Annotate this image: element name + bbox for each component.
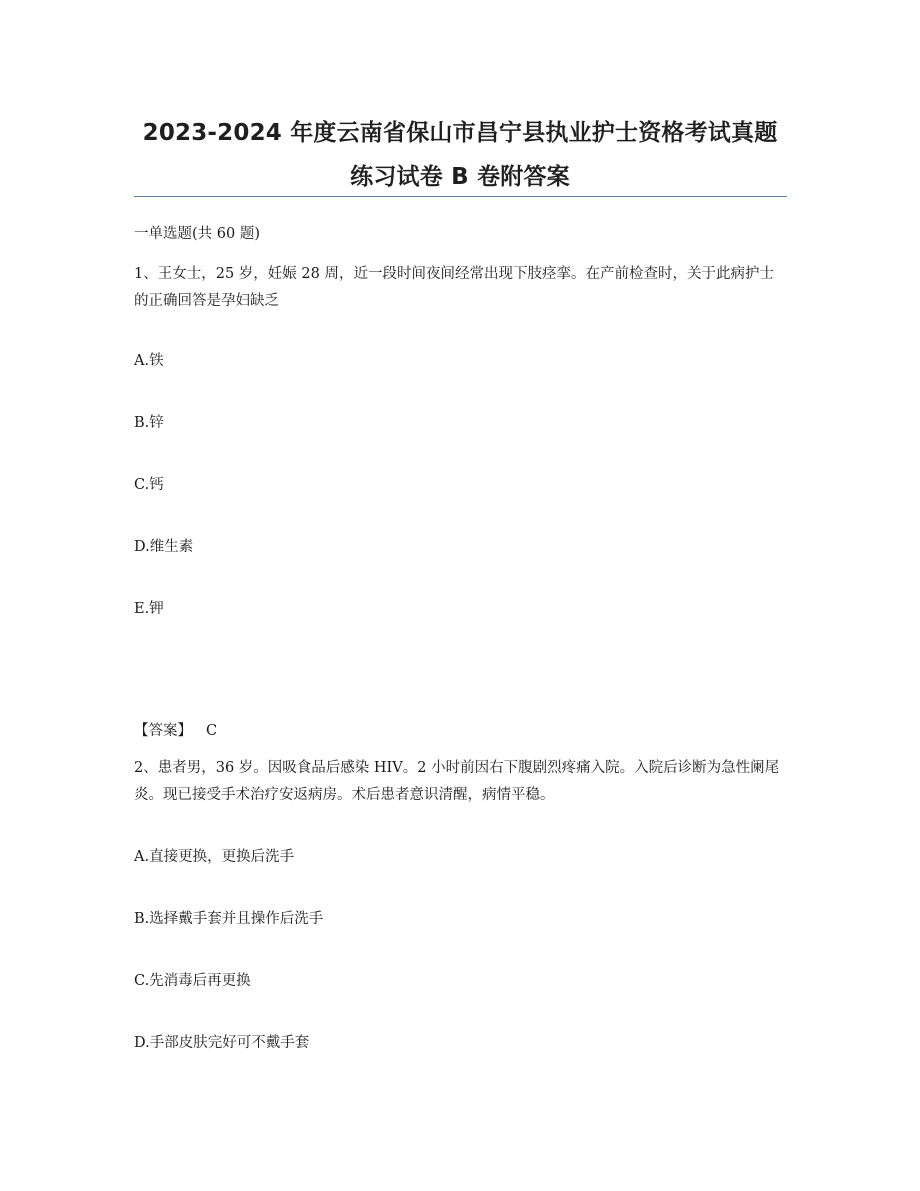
- question-1-option-b: B.锌: [134, 415, 164, 431]
- question-2-option-a: A.直接更换，更换后洗手: [134, 849, 295, 865]
- section-heading: 一单选题(共 60 题): [134, 226, 260, 242]
- question-1-stem: 1、王女士，25 岁，妊娠 28 周，近一段时间夜间经常出现下肢痉挛。在产前检查时，关于此病护士的正确回答是孕妇缺乏: [134, 266, 774, 309]
- document-title-line-2: 练习试卷 B 卷附答案: [350, 164, 570, 190]
- question-2-option-c: C.先消毒后再更换: [134, 973, 251, 989]
- question-1-option-e: E.钾: [134, 601, 164, 617]
- answer-value: C: [206, 723, 218, 739]
- question-1-answer: [134, 719, 217, 740]
- question-1-option-a: A.铁: [134, 353, 164, 369]
- question-2-option-d: D.手部皮肤完好可不戴手套: [134, 1035, 310, 1051]
- question-1-option-d: D.维生素: [134, 539, 194, 555]
- answer-label: 【答案】: [134, 723, 192, 739]
- document-title-line-1: 2023-2024 年度云南省保山市昌宁县执业护士资格考试真题: [142, 120, 778, 146]
- question-2-option-b: B.选择戴手套并且操作后洗手: [134, 911, 324, 927]
- title-divider: [134, 196, 787, 197]
- question-1-option-c: C.钙: [134, 477, 164, 493]
- question-2-stem: 2、患者男，36 岁。因吸食品后感染 HIV。2 小时前因右下腹剧烈疼痛入院。入院后诊断为急性阑尾炎。现已接受手术治疗安返病房。术后患者意识清醒，病情平稳。: [134, 760, 780, 803]
